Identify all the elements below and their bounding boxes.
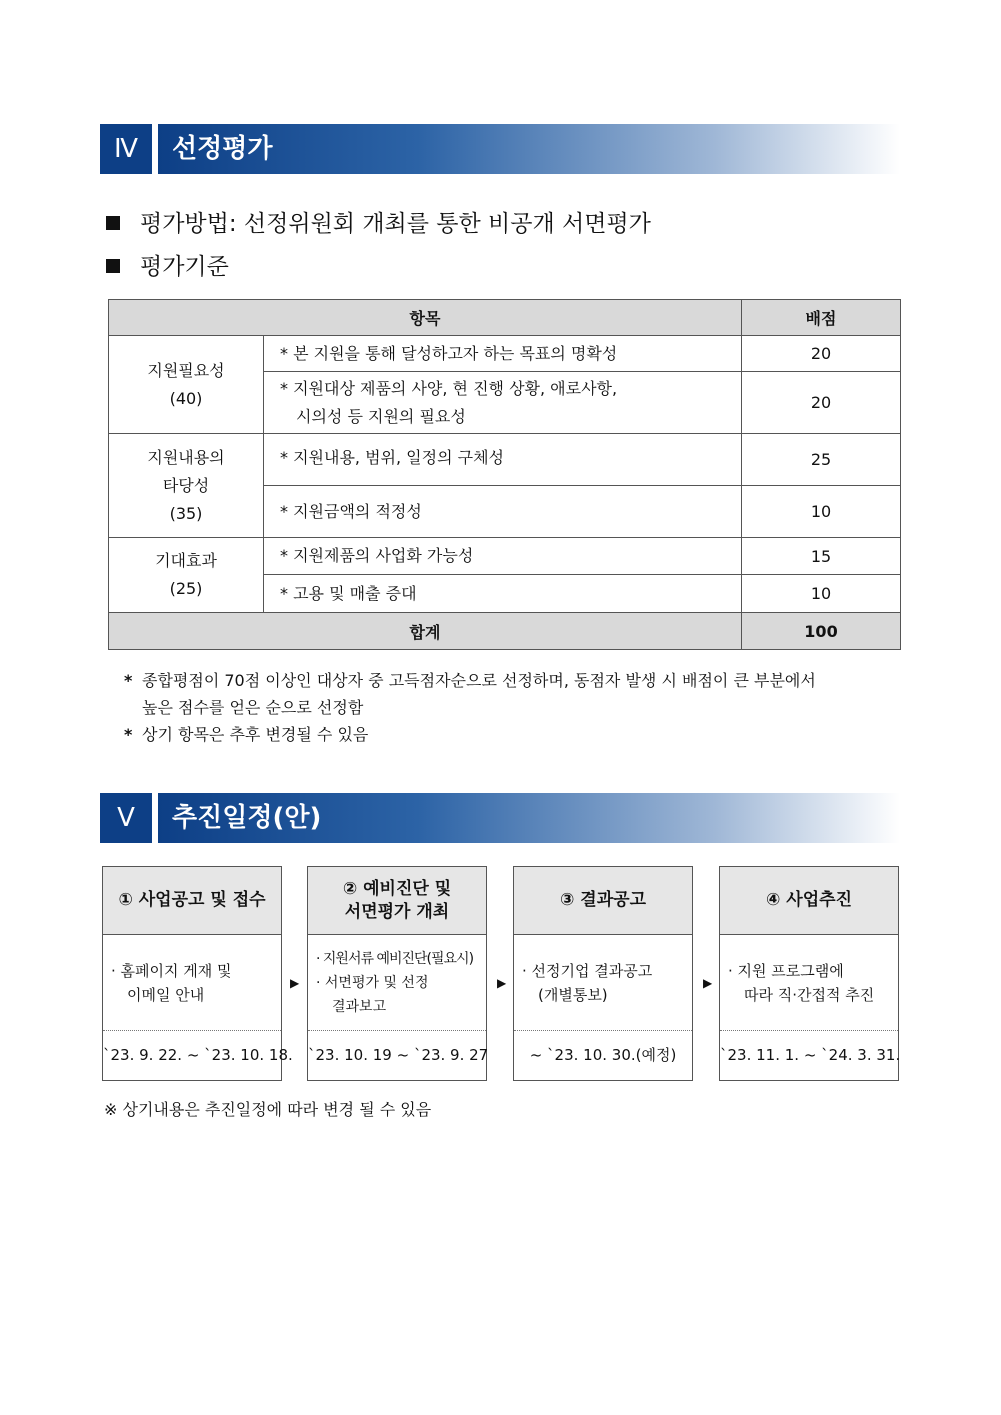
score-cell: 10	[742, 575, 901, 613]
step-1-box	[102, 866, 293, 1081]
score-cell: 15	[742, 538, 901, 575]
item-cell: * 고용 및 매출 증대	[264, 575, 742, 613]
step-3-box	[513, 866, 693, 1081]
section-4-bar	[158, 124, 900, 174]
step-4-box	[719, 866, 899, 1081]
bullet-evaluation-method: 평가방법: 선정위원회 개최를 통한 비공개 서면평가	[106, 205, 651, 238]
total-label: 합계	[109, 613, 742, 650]
note-1: * 종합평점이 70점 이상인 대상자 중 고득점자순으로 선정하며, 동점자 발생 시 배점이 큰 부분에서 높은 점수를 얻은 순으로 선정함	[124, 671, 816, 717]
header-item: 항목	[109, 300, 742, 336]
step-3-body: · 선정기업 결과공고 (개별통보)	[514, 935, 692, 1031]
total-row	[109, 613, 901, 650]
header-score: 배점	[742, 300, 901, 336]
arrow-right-icon: ▶	[497, 976, 507, 990]
step-1-title: ① 사업공고 및 접수	[103, 867, 281, 935]
square-bullet-icon	[106, 259, 120, 273]
score-cell: 10	[742, 486, 901, 538]
item-cell: * 지원금액의 적정성	[264, 486, 742, 538]
category-cell: 지원필요성 (40)	[109, 336, 264, 434]
criteria-table	[108, 299, 901, 650]
step-3-title: ③ 결과공고	[514, 867, 692, 935]
section-5-number: Ⅴ	[100, 793, 152, 843]
section-4-title: 선정평가	[172, 134, 273, 164]
item-cell: * 본 지원을 통해 달성하고자 하는 목표의 명확성	[264, 336, 742, 372]
table-row	[109, 538, 901, 575]
category-cell: 지원내용의 타당성 (35)	[109, 434, 264, 538]
arrow-right-icon: ▶	[290, 976, 300, 990]
section-5-bar	[158, 793, 900, 843]
table-header-row	[109, 300, 901, 336]
item-cell: * 지원대상 제품의 사양, 현 진행 상황, 애로사항, 시의성 등 지원의 필요성	[264, 372, 742, 434]
step-4-body: · 지원 프로그램에 따라 직·간접적 추진	[720, 935, 898, 1031]
section-5-title: 추진일정(안)	[172, 803, 322, 833]
step-2-date: `23. 10. 19 ~ `23. 9. 27	[308, 1046, 489, 1064]
table-row	[109, 434, 901, 486]
section-4-number: Ⅳ	[100, 124, 152, 174]
step-2-body: · 지원서류 예비진단(필요시) · 서면평가 및 선정 결과보고	[308, 935, 486, 1031]
item-cell: * 지원내용, 범위, 일정의 구체성	[264, 434, 742, 486]
square-bullet-icon	[106, 216, 120, 230]
section-5-header	[100, 793, 900, 843]
bullet-evaluation-criteria: 평가기준	[106, 248, 229, 281]
item-cell: * 지원제품의 사업화 가능성	[264, 538, 742, 575]
note-2: * 상기 항목은 추후 변경될 수 있음	[124, 725, 369, 744]
category-cell: 기대효과 (25)	[109, 538, 264, 613]
section-4-header	[100, 124, 900, 174]
step-3-date: ~ `23. 10. 30.(예정)	[529, 1046, 677, 1064]
footnote: ※ 상기내용은 추진일정에 따라 변경 될 수 있음	[104, 1100, 432, 1119]
step-1-body: · 홈페이지 게재 및 이메일 안내	[103, 935, 281, 1031]
step-2-title: ② 예비진단 및 서면평가 개최	[308, 867, 486, 935]
table-row	[109, 336, 901, 372]
step-4-date: `23. 11. 1. ~ `24. 3. 31.	[720, 1046, 901, 1064]
step-2-box	[307, 866, 487, 1081]
score-cell: 25	[742, 434, 901, 486]
step-1-date: `23. 9. 22. ~ `23. 10. 18.	[103, 1046, 293, 1064]
step-4-title: ④ 사업추진	[720, 867, 898, 935]
score-cell: 20	[742, 336, 901, 372]
total-score: 100	[742, 613, 901, 650]
arrow-right-icon: ▶	[703, 976, 713, 990]
score-cell: 20	[742, 372, 901, 434]
